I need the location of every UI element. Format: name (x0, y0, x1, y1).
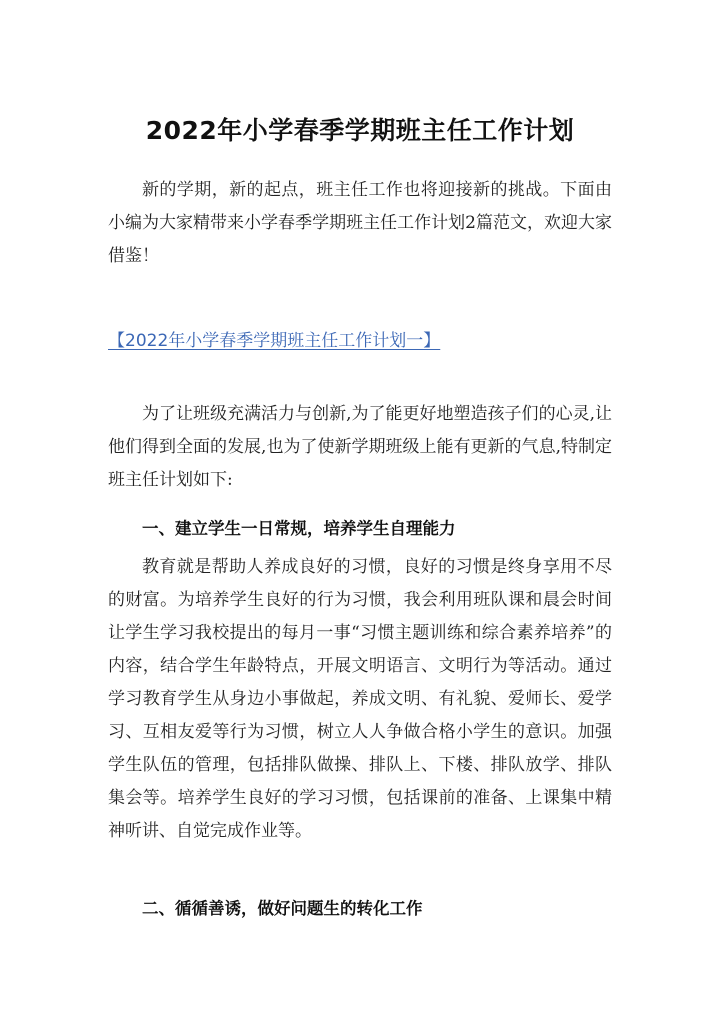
intro-paragraph: 新的学期，新的起点，班主任工作也将迎接新的挑战。下面由小编为大家精带来小学春季学期班主任工作计划2篇范文，欢迎大家借鉴！ (108, 180, 612, 266)
section-1-body: 教育就是帮助人养成良好的习惯，良好的习惯是终身享用不尽的财富。为培养学生良好的行为习惯，我会利用班队课和晨会时间让学生学习我校提出的每月一事“习惯主题训练和综合素养培养”的内容，结合学生年龄特点，开展文明语言、文明行为等活动。通过学习教育学生从身边小事做起，养成文明、有礼貌、爱师长、爱学习、互相友爱等行为习惯，树立人人争做合格小学生的意识。加强学生队伍的管理，包括排队做操、排队上、下楼、排队放学、排队集会等。培养学生良好的学习习惯，包括课前的准备、上课集中精神听讲、自觉完成作业等。 (108, 557, 612, 841)
section-1-heading: 一、建立学生一日常规，培养学生自理能力 (142, 519, 456, 538)
page-title: 2022年小学春季学期班主任工作计划 (145, 116, 575, 145)
paragraph-plan-purpose: 为了让班级充满活力与创新,为了能更好地塑造孩子们的心灵,让他们得到全面的发展,也为了使新学期班级上能有更新的气息,特制定班主任计划如下: (108, 404, 612, 490)
plan-one-link[interactable]: 【2022年小学春季学期班主任工作计划一】 (108, 331, 441, 351)
section-2-heading: 二、循循善诱，做好问题生的转化工作 (142, 899, 423, 918)
